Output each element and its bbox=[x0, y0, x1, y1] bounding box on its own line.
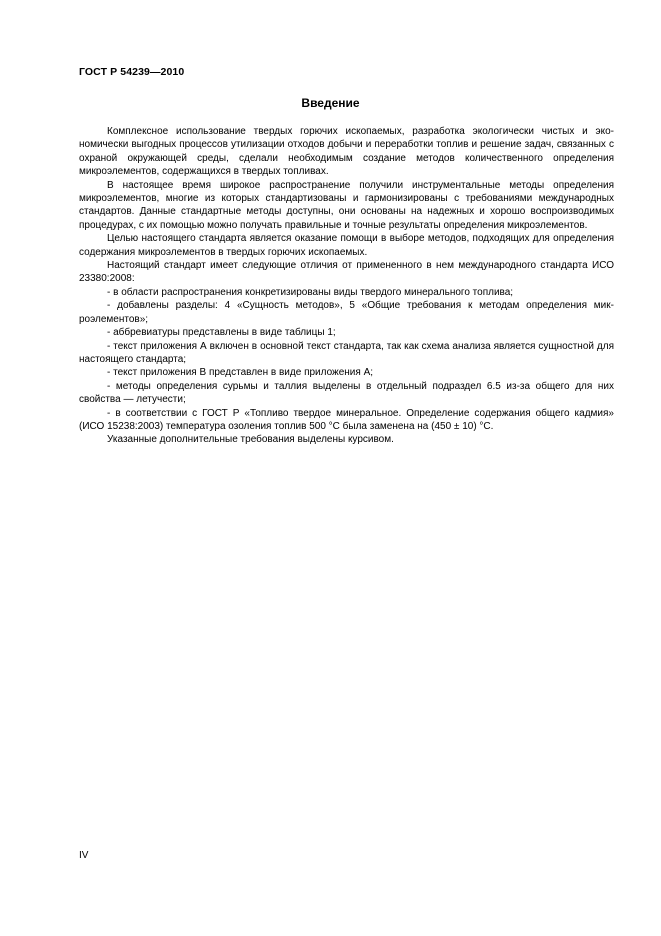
list-item-difference-5: - текст приложения В представлен в виде приложения А; bbox=[107, 367, 374, 379]
introduction-body bbox=[79, 125, 614, 447]
list-item-difference-4: - текст приложения А включен в основной текст стандарта, так как схема анализа является сущностной для настоящего стандарта; bbox=[79, 340, 614, 365]
page-number: IV bbox=[79, 850, 89, 861]
paragraph-goal: Целью настоящего стандарта является оказание помощи в выборе методов, подходящих для определения содержания микроэлементов в твердых горючих ископаемых. bbox=[79, 233, 614, 258]
list-item-difference-3: - аббревиатуры представлены в виде таблицы 1; bbox=[107, 327, 336, 339]
paragraph-purpose: Комплексное использование твердых горючих ископаемых, разработка экологически чистых и экономически выгодных процессов утилизации отходов добычи и переработки топлив и решение задач, связанных с охраной окружающей среды, сделали необходимым создание методов количественного определения микроэлементов, содержащихся в твердых топливах. bbox=[79, 126, 614, 178]
list-item-difference-6: - методы определения сурьмы и таллия выделены в отдельный подраздел 6.5 из-за общего для них свойства — летучести; bbox=[79, 380, 614, 406]
paragraph-differences-intro: Настоящий стандарт имеет следующие отличия от примененного в нем международного стандарта ИСО 23380:2008: bbox=[79, 260, 614, 285]
list-item-difference-2: - добавлены разделы: 4 «Сущность методов», 5 «Общие требования к методам определения микроэлементов»; bbox=[79, 300, 614, 325]
document-header-code: ГОСТ Р 54239—2010 bbox=[79, 66, 185, 78]
paragraph-italic-note: Указанные дополнительные требования выделены курсивом. bbox=[107, 434, 394, 446]
paragraph-instrumental-methods: В настоящее время широкое распространение получили инструментальные методы определения микроэлементов, многие из которых стандартизованы и гармонизированы с требованиями международных стандартов. Данные стандартные методы доступны, они основаны на надежных и хорошо воспроизводимых процедурах, с их помощью можно получать правильные и точные результаты определения микроэлементов. bbox=[79, 179, 614, 231]
section-title: Введение bbox=[301, 96, 360, 110]
list-item-difference-7: - в соответствии с ГОСТ Р «Топливо твердое минеральное. Определение содержания общего кадмия» (ИСО 15238:2003) температура озоления топлив 500 °С была заменена на (450 ± 10) °С. bbox=[79, 407, 614, 432]
list-item-difference-1: - в области распространения конкретизированы виды твердого минерального топлива; bbox=[107, 286, 514, 298]
